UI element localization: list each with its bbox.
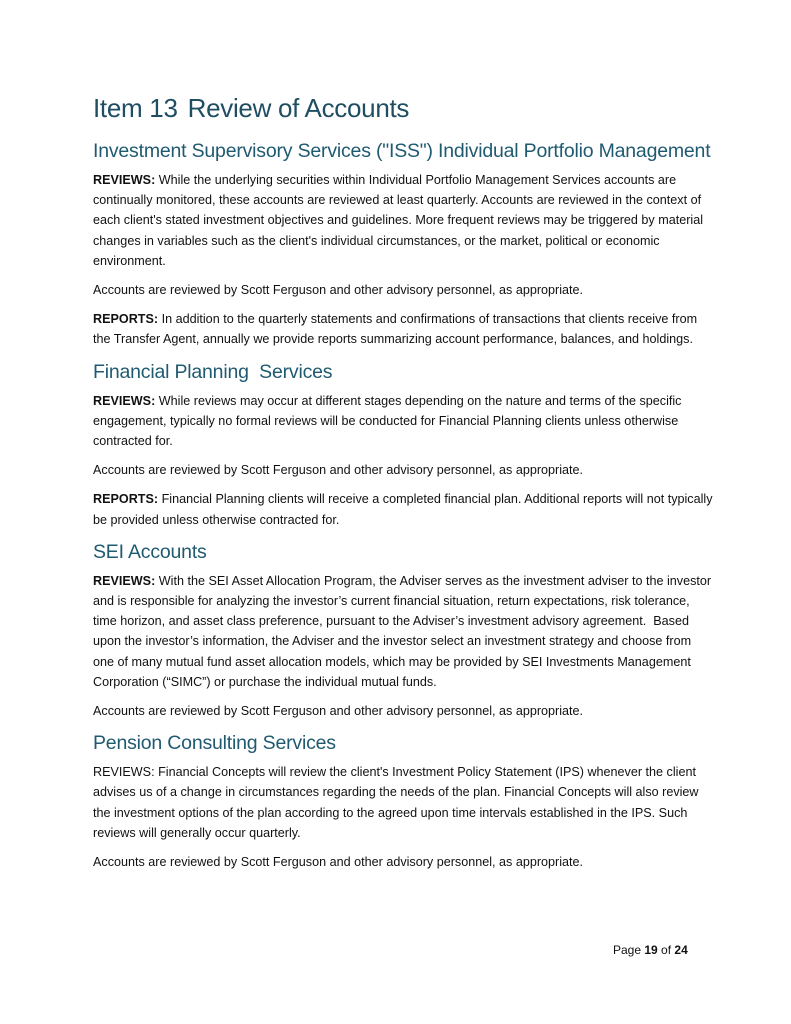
page-number-footer (613, 943, 688, 957)
paragraph-text: While the underlying securities within Individual Portfolio Management Services accounts are continually monitored, these accounts are reviewed at least quarterly. Accounts are reviewed in the context of each client's stated investment objectives and guidelines. More frequent reviews may be triggered by material changes in variables such as the client's individual circumstances, or the market, political or economic environment. (93, 173, 704, 268)
section-title: Financial Planning Services (93, 360, 333, 383)
paragraph-label: REVIEWS: (93, 173, 156, 187)
paragraph-reviews (93, 762, 713, 843)
paragraph-reviewers (93, 701, 713, 721)
paragraph-reviews (93, 391, 713, 452)
section-title: SEI Accounts (93, 540, 207, 563)
paragraph-reviewers (93, 280, 713, 300)
paragraph-text: While reviews may occur at different stages depending on the nature and terms of the specific engagement, typically no formal reviews will be conducted for Financial Planning clients unless otherwise contracted for. (93, 393, 682, 449)
paragraph-reports (93, 489, 713, 529)
paragraph-label: REPORTS: (93, 492, 159, 507)
page-word: Page (613, 943, 645, 957)
paragraph-text: Accounts are reviewed by Scott Ferguson and other advisory personnel, as appropriate. (93, 704, 584, 719)
section-pension-consulting (93, 730, 713, 872)
paragraph-text: Accounts are reviewed by Scott Ferguson and other advisory personnel, as appropriate. (93, 283, 584, 298)
section-financial-planning (93, 359, 713, 530)
paragraph-reviewers (93, 852, 713, 872)
paragraph-label: REVIEWS: (93, 393, 156, 408)
paragraph-text: In addition to the quarterly statements and confirmations of transactions that clients receive from the Transfer Agent, annually we provide reports summarizing account performance, balances, and holdings. (93, 312, 698, 347)
paragraph-reviews (93, 571, 713, 692)
paragraph-label: REPORTS: (93, 312, 159, 327)
section-sei-accounts (93, 539, 713, 721)
paragraph-reviewers (93, 460, 713, 480)
section-title: Pension Consulting Services (93, 732, 336, 755)
item-title: Review of Accounts (187, 93, 410, 123)
paragraph-text: Accounts are reviewed by Scott Ferguson and other advisory personnel, as appropriate. (93, 855, 584, 870)
paragraph-label: REVIEWS: (93, 573, 156, 588)
of-word: of (657, 943, 675, 957)
page-content (93, 92, 713, 881)
paragraph-text: Financial Planning clients will receive a completed financial plan. Additional reports will not typically be provided unless otherwise contracted for. (93, 492, 713, 527)
section-title: Investment Supervisory Services ("ISS") Individual Portfolio Management (93, 140, 711, 162)
paragraph-text: Accounts are reviewed by Scott Ferguson and other advisory personnel, as appropriate. (93, 463, 584, 478)
total-pages: 24 (674, 943, 688, 957)
paragraph-reviews (93, 170, 713, 271)
paragraph-text: REVIEWS: Financial Concepts will review the client's Investment Policy Statement (IPS) whenever the client advises us of a change in circumstances regarding the needs of the plan. Financial Concepts will also review the investment options of the plan according to the agreed upon time intervals established in the IPS. Such reviews will generally occur quarterly. (93, 765, 699, 840)
section-iss (93, 138, 713, 350)
item-heading (93, 92, 713, 124)
current-page: 19 (644, 943, 658, 957)
paragraph-reports (93, 309, 713, 349)
item-number: Item 13 (93, 93, 178, 123)
paragraph-text: With the SEI Asset Allocation Program, the Adviser serves as the investment adviser to the investor and is responsible for analyzing the investor’s current financial situation, return expectations, risk tolerance, time horizon, and asset class preference, pursuant to the Adviser’s investment advisory agreement. Based upon the investor’s information, the Adviser and the investor select an investment strategy and choose from one of many mutual fund asset allocation models, which may be provided by SEI Investments Management Corporation (“SIMC”) or purchase the individual mutual funds. (93, 573, 715, 689)
